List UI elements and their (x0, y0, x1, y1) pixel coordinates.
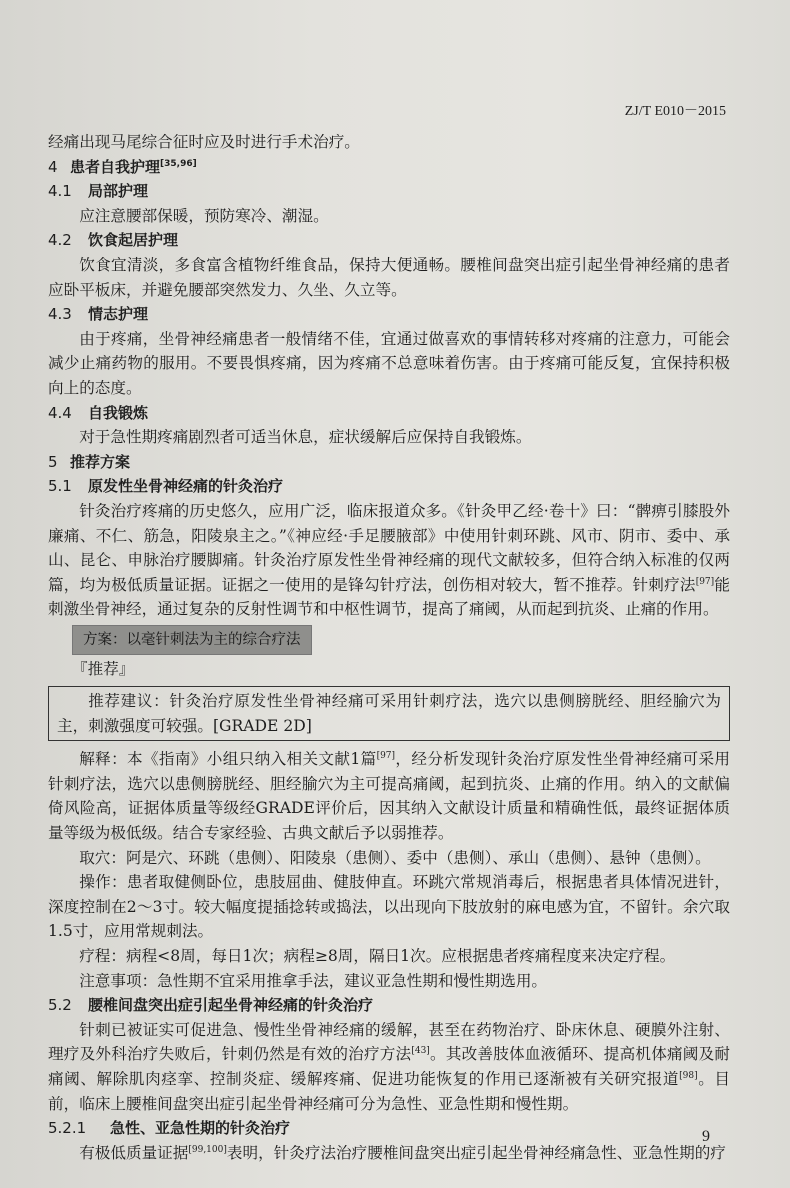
citation: [99,100] (188, 1144, 227, 1155)
text: 解释：本《指南》小组只纳入相关文献1篇 (79, 750, 377, 769)
section-number: 4.1 (48, 182, 72, 201)
section-heading-4-3 (48, 302, 730, 327)
section-heading-5-2 (48, 993, 730, 1018)
paragraph (48, 1018, 730, 1116)
citation: [43] (411, 1046, 430, 1057)
standard-code-header: ZJ/T E010－2015 (624, 104, 726, 119)
scheme-label: 方案：以毫针刺法为主的综合疗法 (72, 625, 312, 656)
paragraph: 由于疼痛，坐骨神经痛患者一般情绪不佳，宜通过做喜欢的事情转移对疼痛的注意力，可能会减少止痛药物的服用。不要畏惧疼痛，因为疼痛不总意味着伤害。由于疼痛可能反复，宜保持积极向上的态度。 (48, 329, 730, 397)
paragraph: 对于急性期疼痛剧烈者可适当休息，症状缓解后应保持自我锻炼。 (79, 428, 532, 447)
recommendation-tag: 『推荐』 (72, 660, 135, 679)
section-heading-4 (48, 155, 730, 180)
section-number: 4.2 (48, 231, 72, 250)
citation: [97] (695, 576, 715, 587)
paragraph (48, 747, 730, 845)
page-number: 9 (702, 1128, 710, 1145)
section-heading-5-1 (48, 474, 730, 499)
paragraph: 经痛出现马尾综合征时应及时进行手术治疗。 (48, 133, 360, 151)
section-title: 局部护理 (88, 182, 149, 201)
section-title: 推荐方案 (70, 452, 131, 471)
section-title: 患者自我护理 (70, 157, 161, 176)
paragraph: 注意事项：急性期不宜采用推拿手法，建议亚急性期和慢性期选用。 (79, 971, 548, 990)
text: 表明，针灸疗法治疗腰椎间盘突出症引起坐骨神经痛急性、亚急性期的疗 (226, 1143, 726, 1162)
section-number: 5.1 (48, 477, 72, 496)
section-title: 情志护理 (88, 305, 149, 324)
section-number: 4.3 (48, 305, 72, 324)
text: 。目前，临床上腰椎间盘突出症引起坐骨神经痛可分为急性、亚急性期和慢性期。 (48, 1069, 730, 1113)
citation: [98] (679, 1070, 698, 1081)
paragraph: 操作：患者取健侧卧位，患肢屈曲、健肢伸直。环跳穴常规消毒后，根据患者具体情况进针，深度控制在2～3寸。较大幅度提插捻转或捣法，以出现向下肢放射的麻电感为宜，不留针。余穴取1.5寸，应用常规刺法。 (48, 873, 730, 941)
text: 针灸治疗疼痛的历史悠久，应用广泛，临床报道众多。《针灸甲乙经·卷十》曰：“髀痹引膝股外廉痛、不仁、筋急，阳陵泉主之。”《神应经·手足腰腋部》中使用针刺环跳、风市、阴市、委中、承山、昆仑、申脉治疗腰脚痛。针灸治疗原发性坐骨神经痛的现代文献较多，但符合纳入标准的仅两篇，均为极低质量证据。证据之一使用的是锋勾针疗法，创伤相对较大，暂不推荐。针刺疗法 (48, 501, 730, 594)
section-heading-4-4 (48, 401, 730, 426)
paragraph: 取穴：阿是穴、环跳（患侧）、阳陵泉（患侧）、委中（患侧）、承山（患侧）、悬钟（患侧）。 (79, 848, 711, 867)
paragraph (48, 1141, 730, 1166)
section-number: 5.2 (48, 996, 72, 1015)
paragraph (48, 499, 730, 622)
section-heading-5 (48, 450, 730, 475)
section-title: 急性、亚急性期的针灸治疗 (110, 1119, 291, 1138)
text: 。其改善肢体血液循环、提高机体痛阈及耐痛阈、解除肌肉痉挛、控制炎症、缓解疼痛、促进功能恢复的作用已逐渐被有关研究报道 (48, 1045, 730, 1088)
paragraph: 饮食宜清淡，多食富含植物纤维食品，保持大便通畅。腰椎间盘突出症引起坐骨神经痛的患者应卧平板床，并避免腰部突然发力、久坐、久立等。 (48, 255, 730, 299)
recommendation-text: 推荐建议：针灸治疗原发性坐骨神经痛可采用针刺疗法，选穴以患侧膀胱经、胆经腧穴为主，刺激强度可较强。[GRADE 2D] (57, 692, 721, 735)
recommendation-box (48, 686, 730, 741)
document-body (48, 130, 730, 1165)
section-title: 腰椎间盘突出症引起坐骨神经痛的针灸治疗 (88, 996, 374, 1015)
citation: [97] (376, 751, 396, 762)
section-heading-4-2 (48, 228, 730, 253)
text: 有极低质量证据 (79, 1143, 189, 1162)
paragraph: 应注意腰部保暖，预防寒冷、潮湿。 (79, 206, 329, 225)
citation: [35,96] (160, 158, 197, 169)
section-number: 5.2.1 (48, 1119, 87, 1138)
paragraph: 疗程：病程<8周，每日1次；病程≥8周，隔日1次。应根据患者疼痛程度来决定疗程。 (79, 947, 676, 965)
section-number: 5 (48, 452, 58, 471)
section-number: 4.4 (48, 403, 72, 422)
section-number: 4 (48, 157, 58, 176)
section-heading-5-2-1 (48, 1116, 730, 1141)
text: 能刺激坐骨神经，通过复杂的反射性调节和中枢性调节，提高了痛阈，从而起到抗炎、止痛的作用。 (48, 575, 730, 619)
section-title: 饮食起居护理 (88, 231, 179, 250)
text: 针刺已被证实可促进急、慢性坐骨神经痛的缓解，甚至在药物治疗、卧床休息、硬膜外注射、理疗及外科治疗失败后，针刺仍然是有效的治疗方法 (48, 1020, 730, 1064)
section-title: 自我锻炼 (88, 403, 149, 422)
section-title: 原发性坐骨神经痛的针灸治疗 (88, 477, 284, 496)
section-heading-4-1 (48, 179, 730, 204)
text: ，经分析发现针灸治疗原发性坐骨神经痛可采用针刺疗法，选穴以患侧膀胱经、胆经腧穴为主可提高痛阈，起到抗炎、止痛的作用。纳入的文献偏倚风险高，证据体质量等级经GRADE评价后，因其纳入文献设计质量和精确性低，最终证据体质量等级为极低级。结合专家经验、古典文献后予以弱推荐。 (48, 750, 730, 843)
